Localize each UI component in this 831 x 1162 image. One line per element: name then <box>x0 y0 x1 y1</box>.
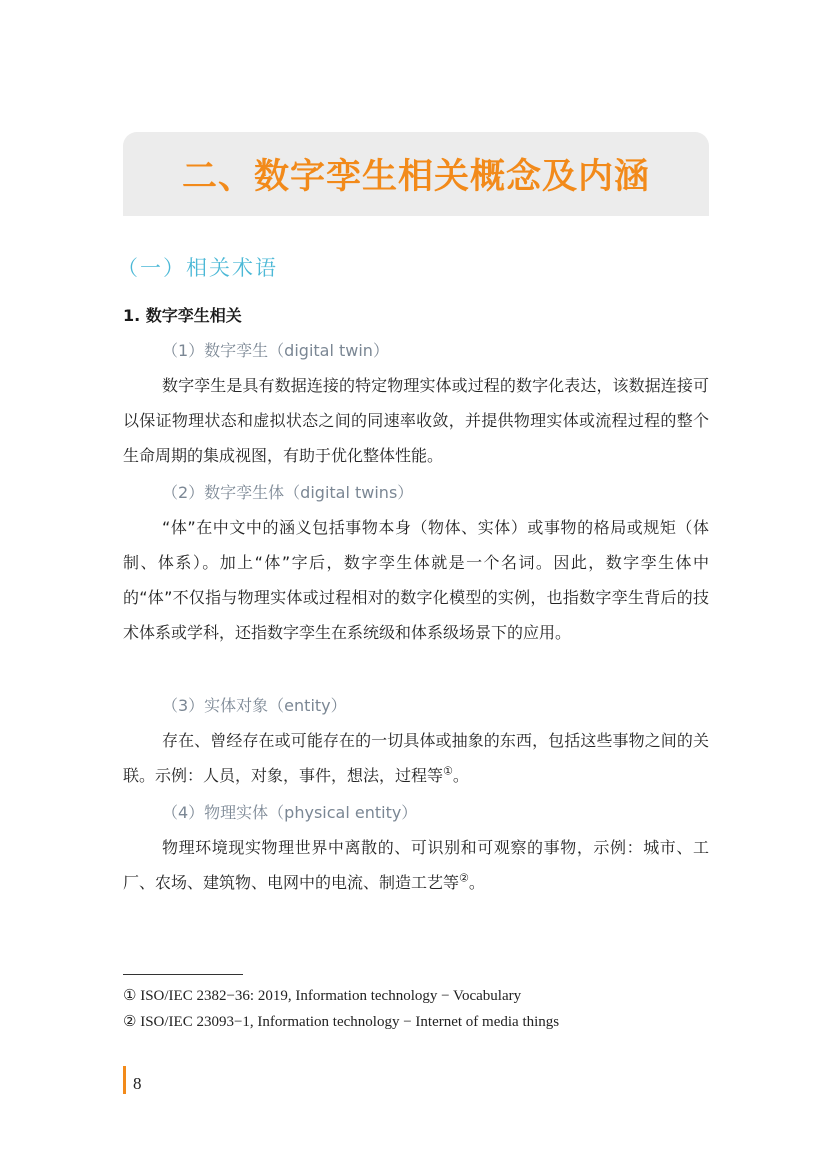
paragraph <box>123 830 709 900</box>
section-heading: （一）相关术语 <box>117 256 278 280</box>
paragraph: “体”在中文中的涵义包括事物本身（物体、实体）或事物的格局或规矩（体制、体系）。加上“体”字后，数字孪生体就是一个名词。因此，数字孪生体中的“体”不仅指与物理实体或过程相对的数字化模型的实例，也指数字孪生背后的技术体系或学科，还指数字孪生在系统级和体系级场景下的应用。 <box>123 518 709 642</box>
footnote-ref[interactable]: ② <box>459 871 469 885</box>
footnote-ref[interactable]: ① <box>443 764 453 778</box>
page-number-bar <box>123 1066 126 1094</box>
term-heading: （2）数字孪生体（digital twins） <box>162 483 414 502</box>
paragraph-tail: 。 <box>468 873 485 892</box>
term-heading: （4）物理实体（physical entity） <box>162 803 418 822</box>
subsection-heading: 1. 数字孪生相关 <box>123 306 242 325</box>
footnote: ② ISO/IEC 23093−1, Information technology − Internet of media things <box>123 1014 560 1030</box>
chapter-banner <box>123 132 709 216</box>
page-number: 8 <box>133 1074 142 1093</box>
paragraph: 数字孪生是具有数据连接的特定物理实体或过程的数字化表达，该数据连接可以保证物理状态和虚拟状态之间的同速率收敛，并提供物理实体或流程过程的整个生命周期的集成视图，有助于优化整体性能。 <box>123 376 709 465</box>
footnote: ① ISO/IEC 2382−36: 2019, Information technology − Vocabulary <box>123 988 522 1004</box>
paragraph-tail: 。 <box>452 766 469 785</box>
footnote-divider <box>123 974 243 975</box>
paragraph-text: 存在、曾经存在或可能存在的一切具体或抽象的东西，包括这些事物之间的关联。示例：人员，对象，事件，想法，过程等 <box>123 731 709 785</box>
term-heading: （1）数字孪生（digital twin） <box>162 341 389 360</box>
term-heading: （3）实体对象（entity） <box>162 696 347 715</box>
paragraph <box>123 723 709 793</box>
paragraph-text: 物理环境现实物理世界中离散的、可识别和可观察的事物，示例：城市、工厂、农场、建筑物、电网中的电流、制造工艺等 <box>123 838 709 892</box>
chapter-title: 二、数字孪生相关概念及内涵 <box>181 157 650 197</box>
